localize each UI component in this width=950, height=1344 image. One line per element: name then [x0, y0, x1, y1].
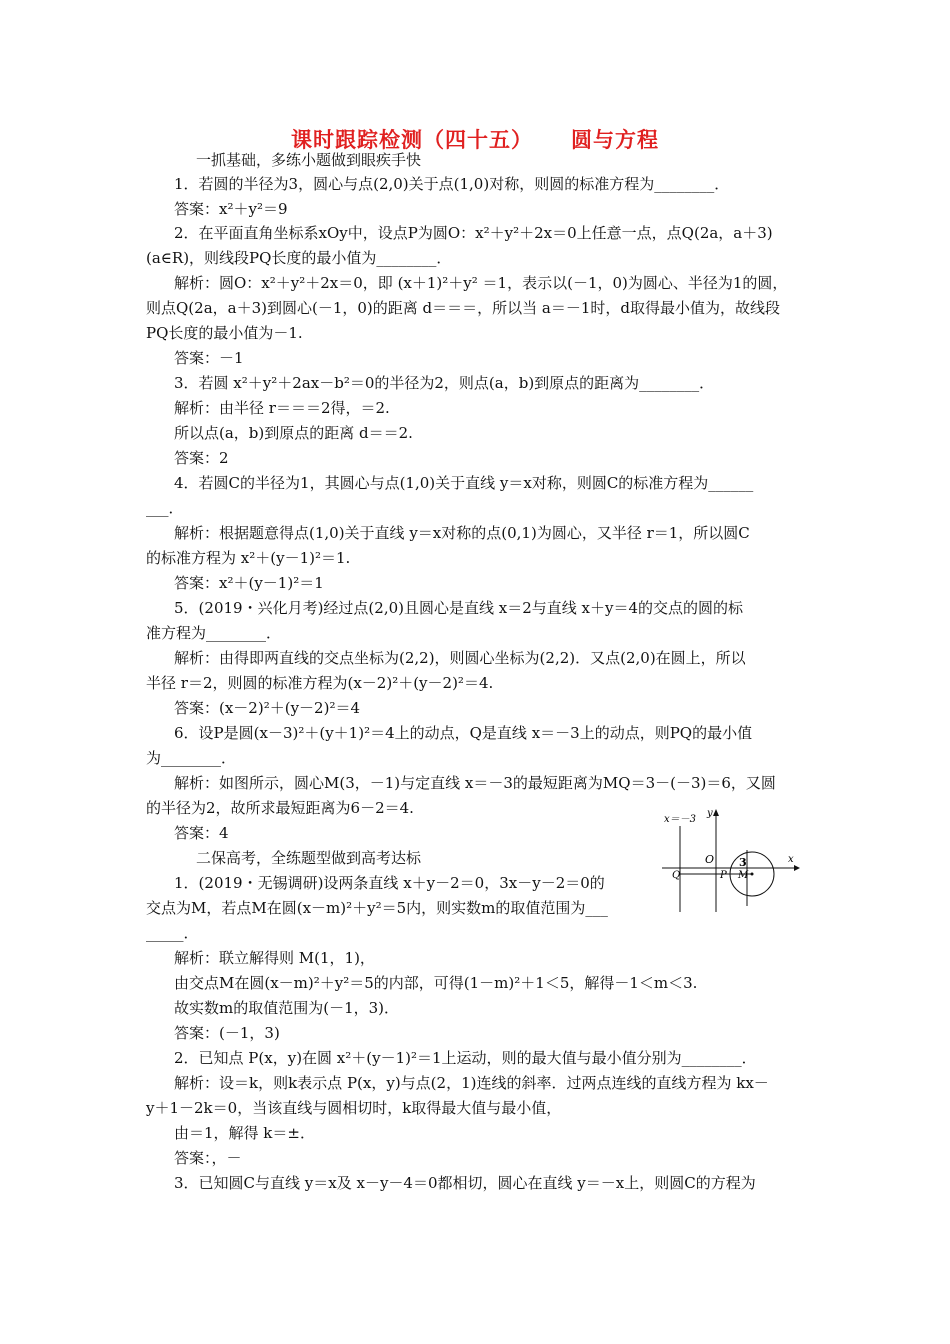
- text-line: 3．已知圆C与直线 y＝x及 x－y－4＝0都相切，圆心在直线 y＝－x上，则圆C的方程为: [174, 1174, 756, 1192]
- y-axis-arrow: [713, 809, 719, 816]
- text-line: 2．在平面直角坐标系xOy中，设点P为圆O：x²＋y²＋2x＝0上任意一点，点Q(2a，a＋3): [174, 224, 773, 242]
- text-line: _____．: [146, 924, 199, 942]
- title-main: 课时跟踪检测（四十五）: [291, 128, 533, 152]
- center-point-m: [751, 873, 754, 876]
- text-line: 6．设P是圆(x－3)²＋(y＋1)²＝4上的动点，Q是直线 x＝－3上的动点，则PQ的最小值: [174, 724, 753, 742]
- text-line: 准方程为________．: [146, 624, 282, 642]
- q-label: Q: [672, 870, 681, 881]
- line-label: x＝－3: [664, 814, 697, 825]
- text-line: PQ长度的最小值为－1.: [146, 324, 303, 342]
- text-line: 半径 r＝2，则圆的标准方程为(x－2)²＋(y－2)²＝4.: [146, 674, 494, 692]
- text-line: 答案：2: [174, 449, 229, 467]
- text-line: 解析：由半径 r＝＝＝2得，＝2.: [174, 399, 390, 417]
- text-line: 的标准方程为 x²＋(y－1)²＝1.: [146, 549, 351, 567]
- section-heading: 二保高考，全练题型做到高考达标: [196, 849, 422, 867]
- text-line: 解析：如图所示，圆心M(3，－1)与定直线 x＝－3的最短距离为MQ＝3－(－3)＝6，又圆: [174, 774, 776, 792]
- text-line: 由交点M在圆(x－m)²＋y²＝5的内部，可得(1－m)²＋1＜5，解得－1＜m＜3.: [174, 974, 698, 992]
- tick-3-label: 3: [739, 856, 747, 869]
- text-line: 答案：(－1，3): [174, 1024, 280, 1042]
- text-line: 答案：x²＋y²＝9: [174, 200, 288, 218]
- text-line: 解析：设＝k，则k表示点 P(x，y)与点(2，1)连线的斜率．过两点连线的直线方程为 kx－: [174, 1074, 769, 1092]
- text-line: 解析：联立解得则 M(1，1)，: [174, 949, 375, 967]
- text-line: 解析：圆O：x²＋y²＋2x＝0，即 (x＋1)²＋y² ＝1，表示以(－1，0)为圆心、半径为1的圆，: [174, 274, 788, 292]
- text-line: 答案：－1: [174, 349, 244, 367]
- m-label: M: [738, 870, 749, 881]
- text-line: 答案：4: [174, 824, 229, 842]
- p-label: P: [720, 870, 727, 881]
- text-line: (a∈R)，则线段PQ长度的最小值为________．: [146, 249, 452, 267]
- text-line: 1．若圆的半径为3，圆心与点(2,0)关于点(1,0)对称，则圆的标准方程为________．: [174, 175, 730, 193]
- text-line: 答案：，－: [174, 1149, 242, 1167]
- text-line: 5．(2019・兴化月考)经过点(2,0)且圆心是直线 x＝2与直线 x＋y＝4的交点的圆的标: [174, 599, 743, 617]
- text-line: 2．已知点 P(x，y)在圆 x²＋(y－1)²＝1上运动，则的最大值与最小值分别为________．: [174, 1049, 757, 1067]
- section-heading: 一抓基础，多练小题做到眼疾手快: [196, 151, 422, 169]
- text-line: 交点为M，若点M在圆(x－m)²＋y²＝5内，则实数m的取值范围为___: [146, 899, 608, 917]
- x-axis-arrow: [794, 865, 800, 871]
- y-label: y: [707, 808, 713, 819]
- text-line: 则点Q(2a，a＋3)到圆心(－1，0)的距离 d＝＝＝，所以当 a＝－1时，d取得最小值为，故线段: [146, 299, 780, 317]
- text-line: 答案：(x－2)²＋(y－2)²＝4: [174, 699, 360, 717]
- text-line: 为________．: [146, 749, 237, 767]
- text-line: 解析：由得即两直线的交点坐标为(2,2)，则圆心坐标为(2,2)．又点(2,0)在圆上，所以: [174, 649, 746, 667]
- title-sub: 圆与方程: [571, 128, 659, 152]
- text-line: 3．若圆 x²＋y²＋2ax－b²＝0的半径为2，则点(a，b)到原点的距离为________．: [174, 374, 715, 392]
- text-line: y＋1－2k＝0，当该直线与圆相切时，k取得最大值与最小值，: [146, 1099, 562, 1117]
- text-line: 由＝1，解得 k＝±．: [174, 1124, 315, 1142]
- text-line: 解析：根据题意得点(1,0)关于直线 y＝x对称的点(0,1)为圆心，又半径 r＝1，所以圆C: [174, 524, 750, 542]
- text-line: ___．: [146, 499, 184, 517]
- text-line: 所以点(a，b)到原点的距离 d＝＝2.: [174, 424, 413, 442]
- text-line: 故实数m的取值范围为(－1，3)．: [174, 999, 400, 1017]
- page-title: [0, 124, 950, 154]
- circle-distance-figure: [660, 806, 800, 912]
- x-label: x: [788, 854, 794, 865]
- text-line: 1．(2019・无锡调研)设两条直线 x＋y－2＝0，3x－y－2＝0的: [174, 874, 605, 892]
- text-line: 答案：x²＋(y－1)²＝1: [174, 574, 324, 592]
- text-line: 的半径为2，故所求最短距离为6－2＝4.: [146, 799, 414, 817]
- origin-label: O: [705, 853, 715, 866]
- text-line: 4．若圆C的半径为1，其圆心与点(1,0)关于直线 y＝x对称，则圆C的标准方程为______: [174, 474, 754, 492]
